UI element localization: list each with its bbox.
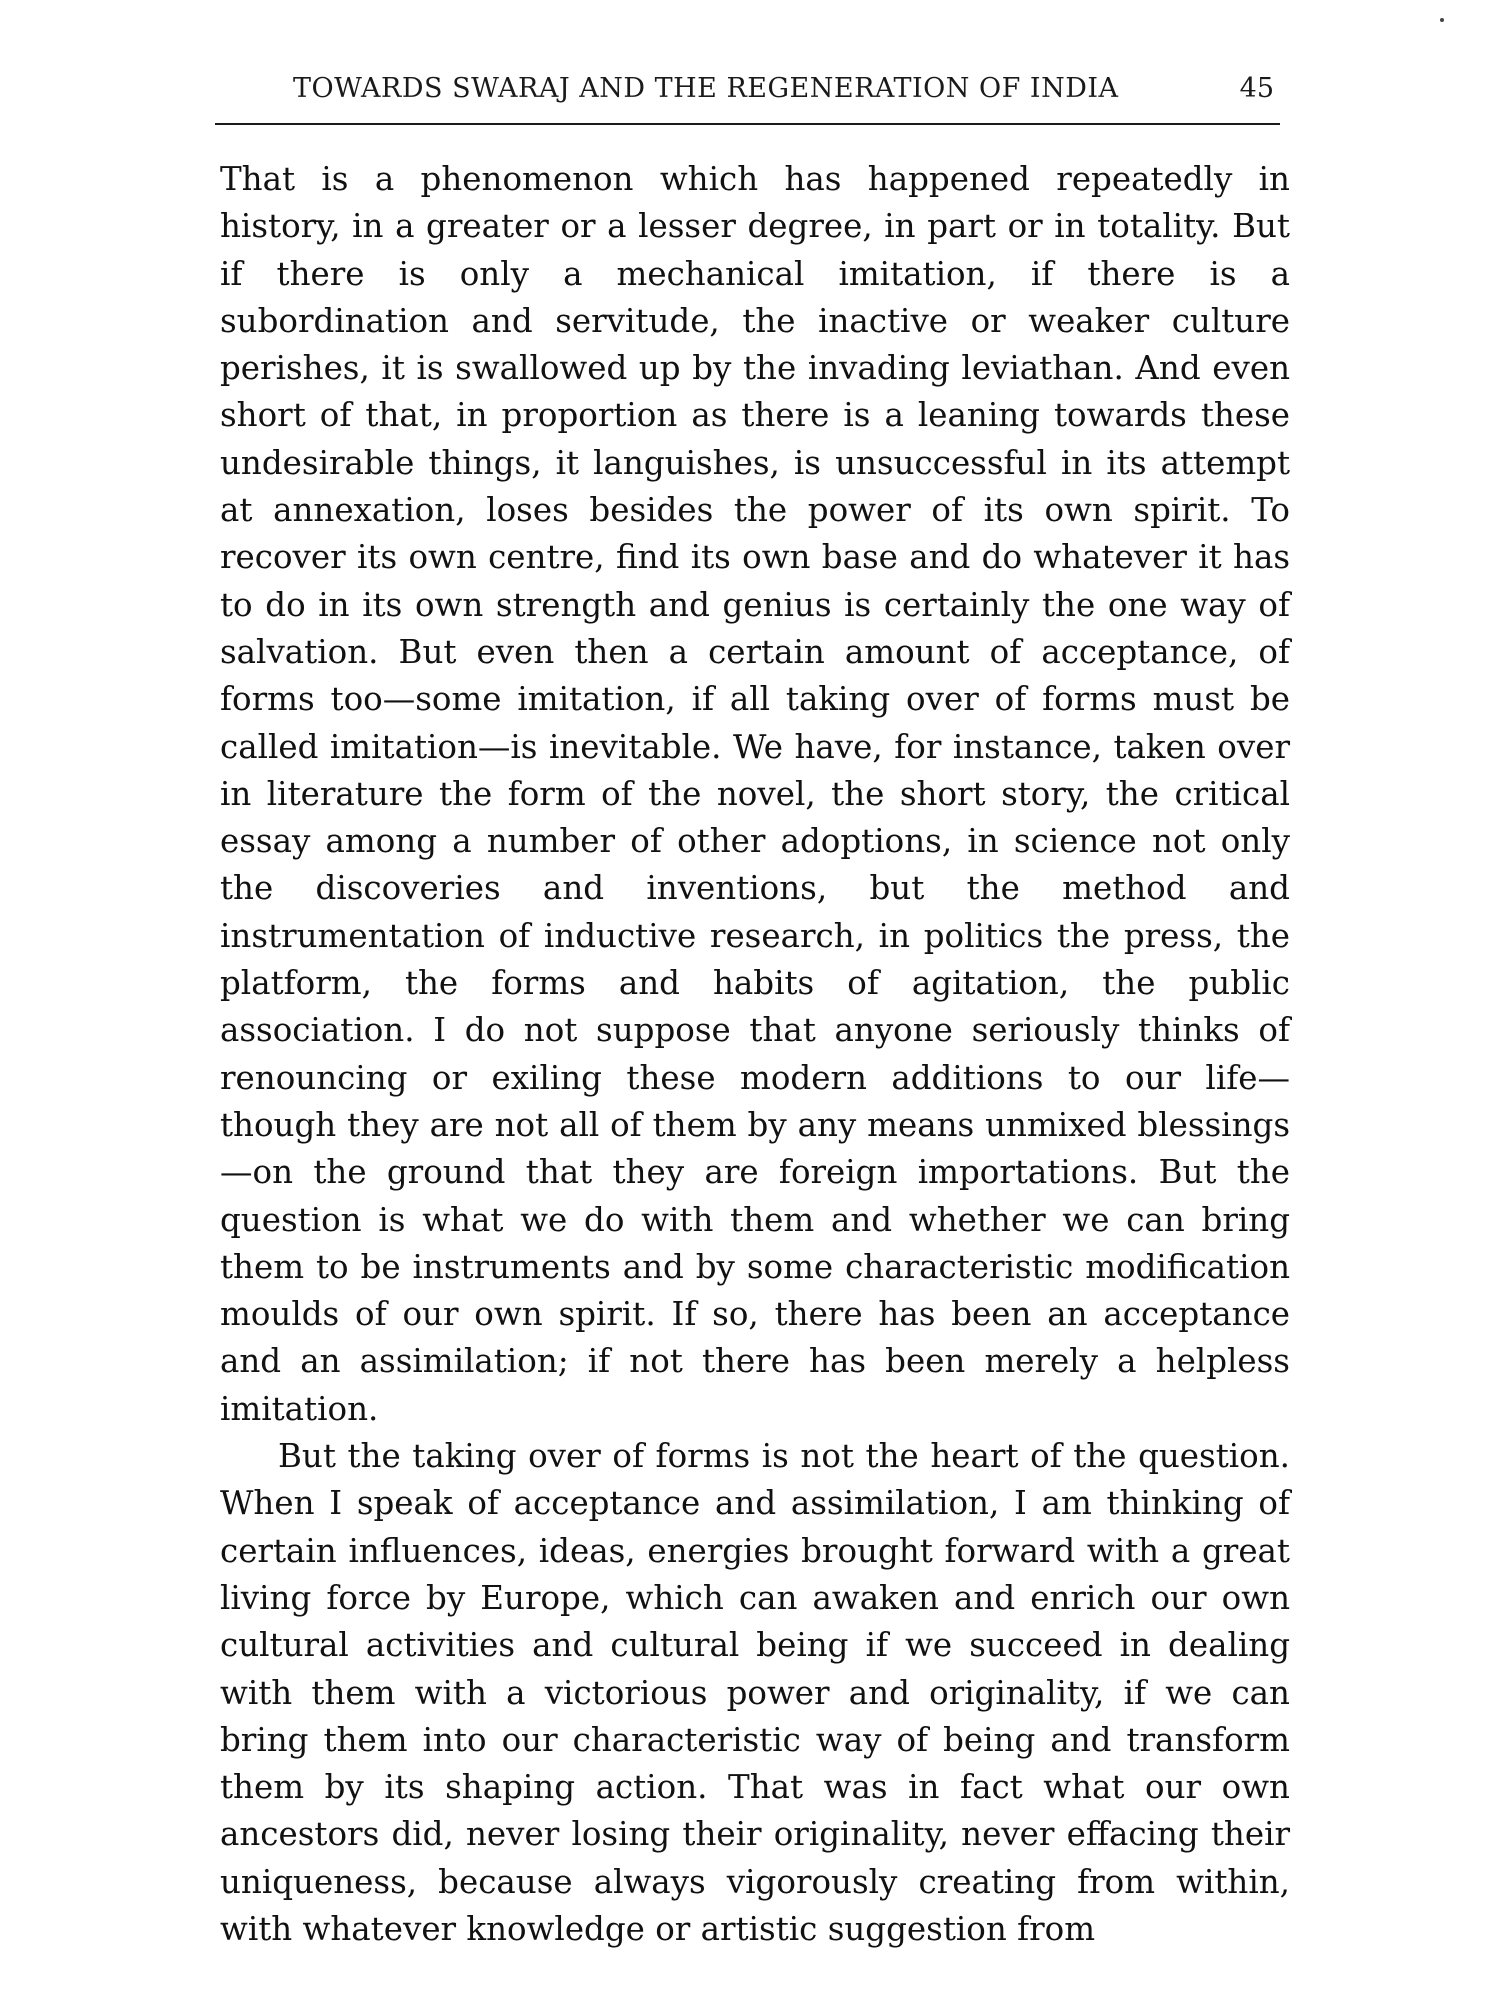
running-title: TOWARDS SWARAJ AND THE REGENERATION OF INDIA xyxy=(293,73,1119,104)
page-number: 45 xyxy=(1239,73,1274,104)
paragraph-2: But the taking over of forms is not the heart of the question. When I speak of acceptance and assimilation, I am thinking of certain influences, ideas, energies brought forward with a great living force by Europe, which can awaken and enrich our own cultural activities and cultural being if we succeed in dealing with them with a victorious power and originality, if we can bring them into our characteristic way of being and transform them by its shaping action. That was in fact what our own ancestors did, never losing their originality, never effacing their uniqueness, because always vigorously creating from within, with whatever knowledge or artistic suggestion from xyxy=(220,1437,1290,1948)
scan-speck xyxy=(1440,18,1444,22)
body-text xyxy=(220,156,1290,1953)
paragraph-1: That is a phenomenon which has happened repeatedly in history, in a greater or a lesser degree, in part or in totality. But if there is only a mechanical imitation, if there is a subordination and servitude, the inactive or weaker culture perishes, it is swallowed up by the invading leviathan. And even short of that, in proportion as there is a leaning towards these undesirable things, it languishes, is unsuccessful in its attempt at annexation, loses besides the power of its own spirit. To recover its own centre, find its own base and do whatever it has to do in its own strength and genius is certainly the one way of salvation. But even then a certain amount of acceptance, of forms too—some imitation, if all taking over of forms must be called imitation—is inevitable. We have, for instance, taken over in literature the form of the novel, the short story, the critical essay among a number of other adoptions, in science not only the discoveries and inventions, but the method and instrumentation of inductive research, in politics the press, the platform, the forms and habits of agitation, the public association. I do not suppose that anyone seriously thinks of renouncing or exiling these modern additions to our life—though they are not all of them by any means unmixed blessings—on the ground that they are foreign importations. But the question is what we do with them and whether we can bring them to be instruments and by some characteristic modification moulds of our own spirit. If so, there has been an acceptance and an assimilation; if not there has been merely a helpless imitation. xyxy=(220,160,1290,1428)
running-header xyxy=(215,71,1280,125)
